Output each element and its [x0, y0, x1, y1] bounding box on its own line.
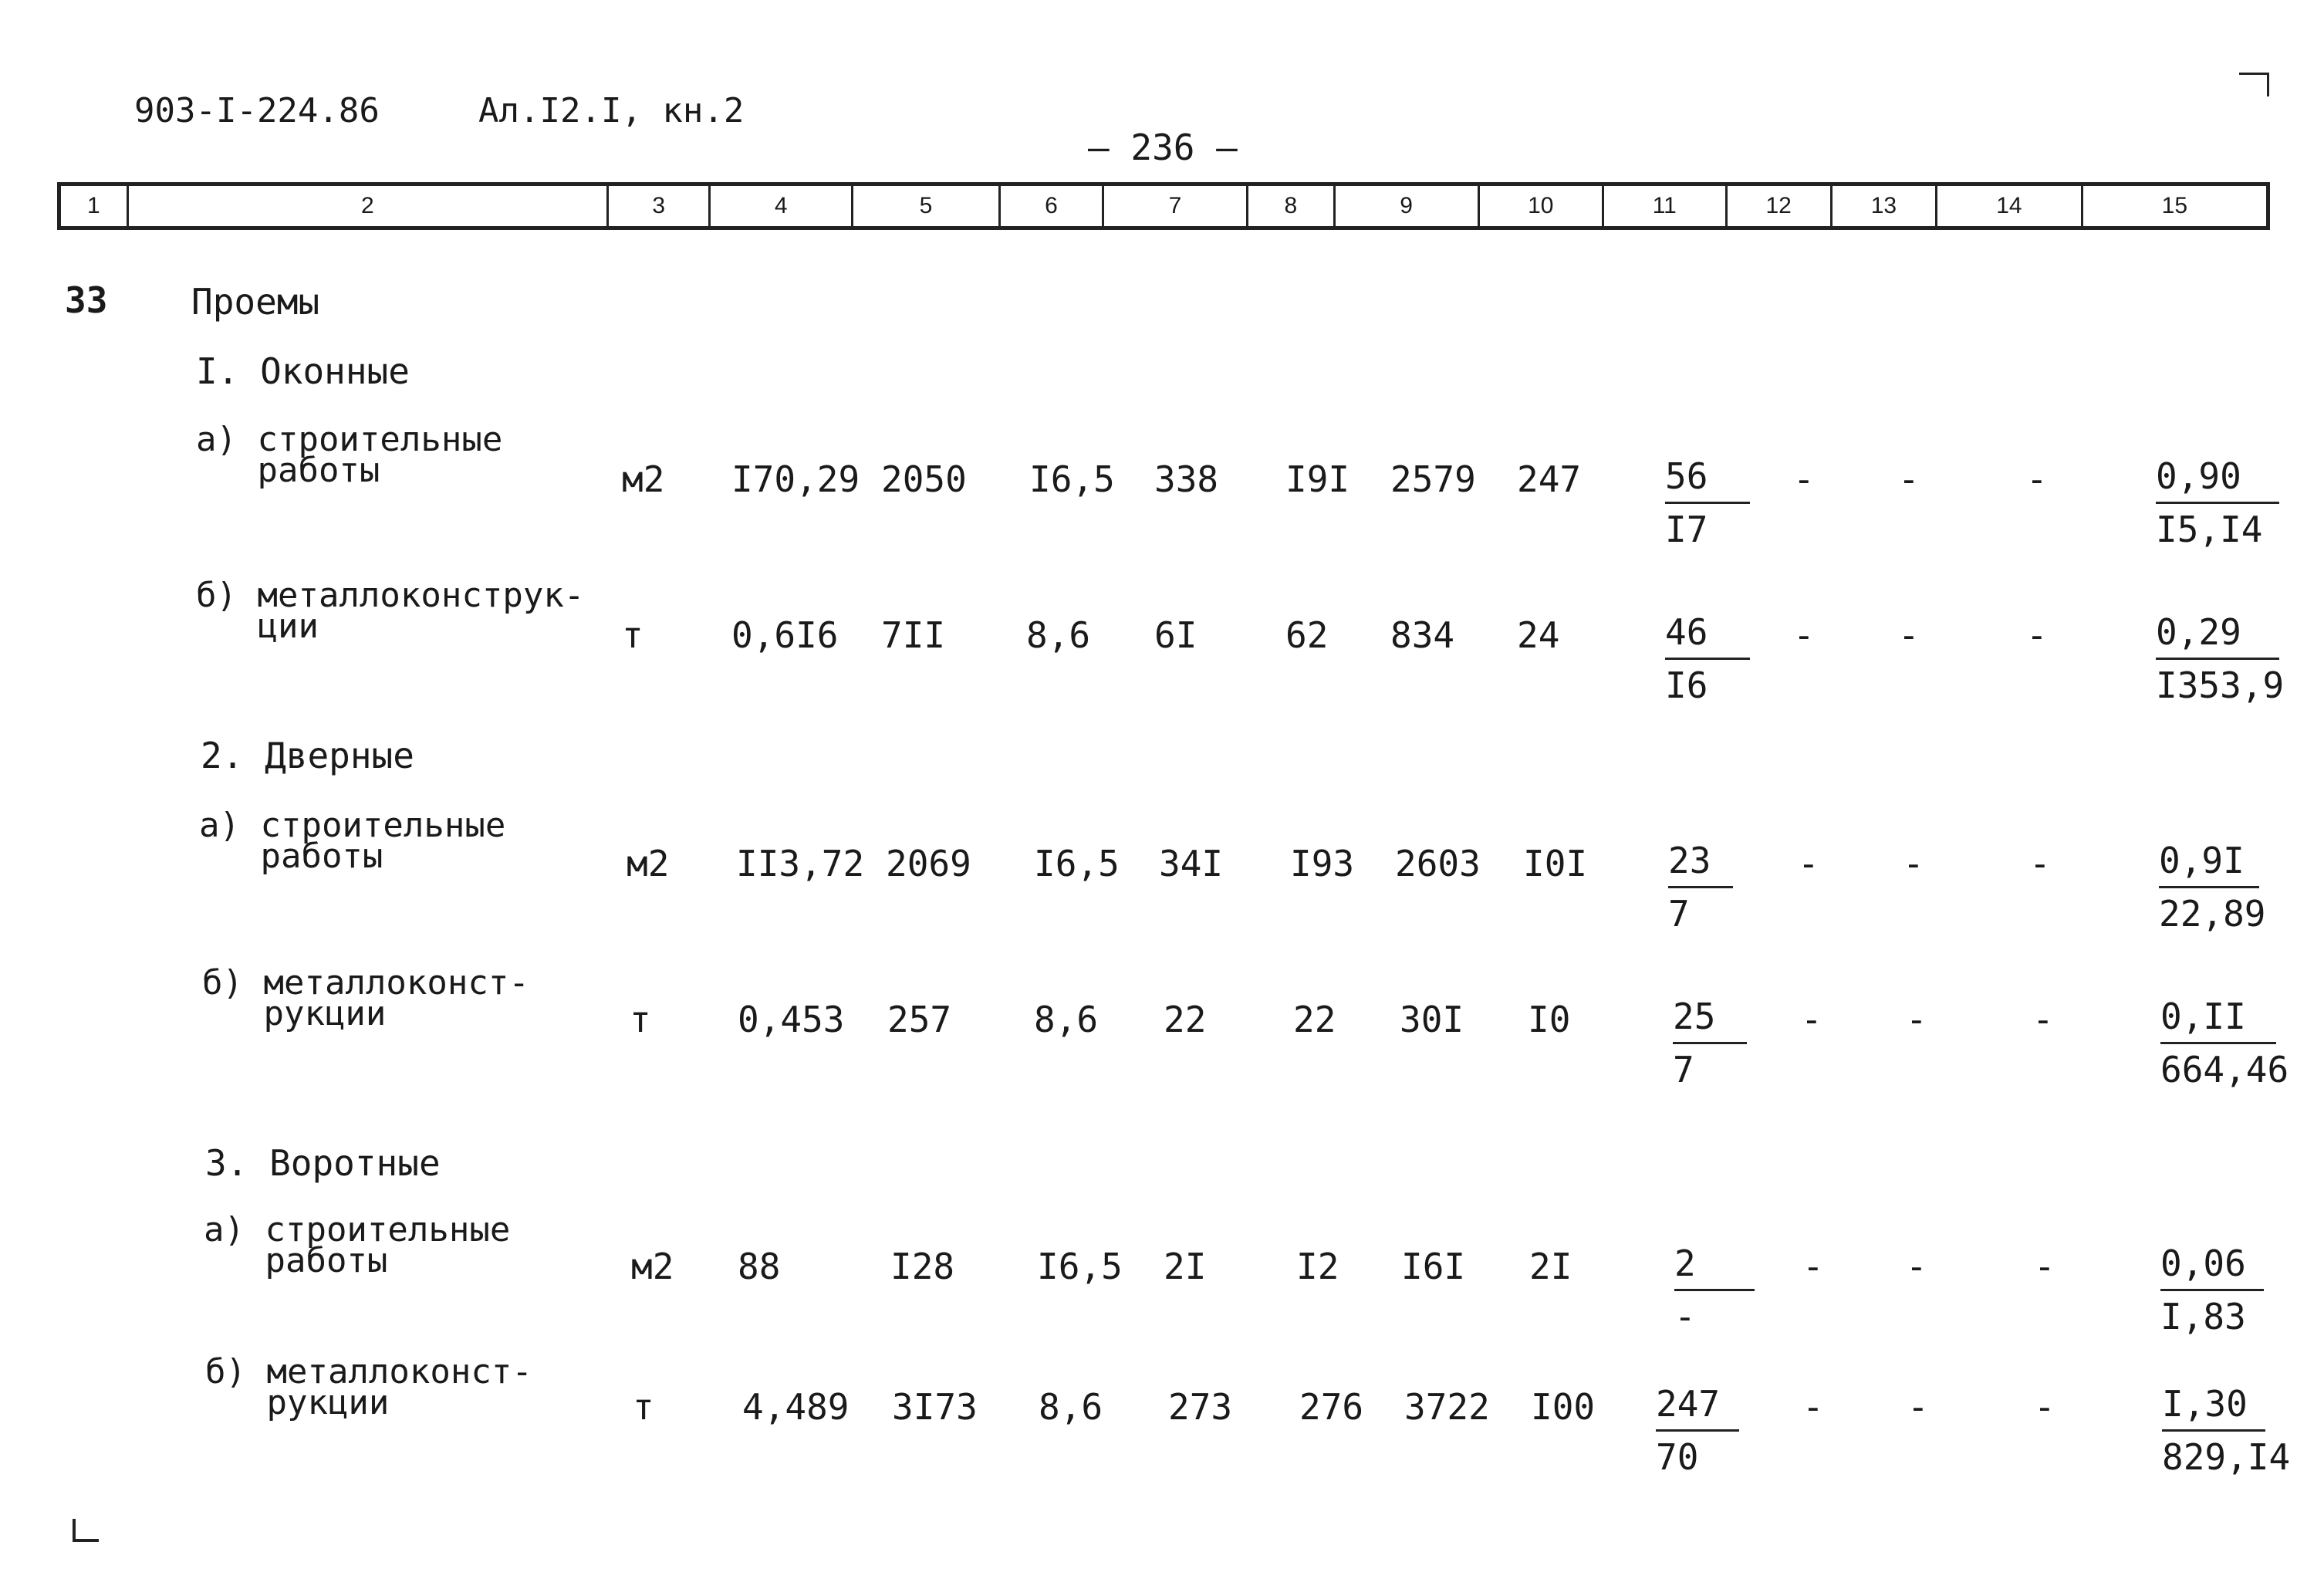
corner-mark-top-right [2239, 73, 2269, 96]
group-title: I. Оконные [196, 350, 410, 392]
cell-col-10: 2I [1529, 1246, 1572, 1287]
cell-col-7: 22 [1164, 999, 1207, 1040]
cell-col-6: I6,5 [1037, 1246, 1123, 1287]
column-header: 8 [1248, 186, 1336, 226]
fraction-denominator: I7 [1665, 509, 1708, 550]
fraction-col-15 [2156, 455, 2279, 550]
cell-col-4: 0,6I6 [731, 614, 839, 656]
cell-col-13: - [1903, 843, 1924, 884]
album-reference: Ал.I2.I, кн.2 [478, 91, 745, 130]
cell-col-7: 338 [1154, 458, 1219, 500]
fraction-denominator: 22,89 [2159, 893, 2266, 935]
cell-col-4: I70,29 [731, 458, 860, 500]
row-label: а) строительные работы [199, 806, 506, 876]
cell-col-13: - [1907, 1386, 1929, 1428]
group-title: 3. Воротные [205, 1142, 441, 1184]
fraction-col-11 [1665, 455, 1750, 550]
fraction-numerator: 0,29 [2156, 614, 2279, 660]
column-header: 1 [61, 186, 129, 226]
fraction-col-11 [1668, 840, 1733, 935]
section-title: Проемы [191, 281, 320, 323]
column-header: 7 [1104, 186, 1248, 226]
column-header: 3 [609, 186, 711, 226]
column-header: 10 [1480, 186, 1605, 226]
cell-col-8: 276 [1299, 1386, 1364, 1428]
page-number: — 236 — [1088, 127, 1238, 168]
fraction-numerator: 25 [1673, 999, 1747, 1044]
cell-col-5: 2050 [881, 458, 967, 500]
fraction-denominator: 70 [1656, 1436, 1699, 1478]
cell-col-7: 273 [1168, 1386, 1233, 1428]
cell-col-7: 6I [1154, 614, 1197, 656]
cell-col-9: 2603 [1395, 843, 1481, 884]
cell-col-5: 257 [887, 999, 952, 1040]
cell-col-14: - [2026, 614, 2048, 656]
row-label: а) строительные работы [196, 420, 503, 490]
fraction-numerator: I,30 [2162, 1386, 2265, 1432]
cell-col-10: 247 [1517, 458, 1582, 500]
cell-col-9: I6I [1401, 1246, 1466, 1287]
document-code: 903-I-224.86 [134, 91, 380, 130]
row-label: б) металлоконст- рукции [205, 1352, 532, 1422]
fraction-numerator: 0,II [2160, 999, 2276, 1044]
fraction-denominator: 829,I4 [2162, 1436, 2291, 1478]
cell-col-9: 834 [1390, 614, 1455, 656]
column-header: 11 [1604, 186, 1728, 226]
cell-col-4: 88 [738, 1246, 781, 1287]
cell-col-5: 7II [881, 614, 946, 656]
column-header: 14 [1937, 186, 2083, 226]
cell-col-12: - [1802, 1246, 1824, 1287]
fraction-col-15 [2162, 1383, 2291, 1478]
fraction-denominator: 7 [1668, 893, 1690, 935]
section-number: 33 [65, 279, 108, 321]
fraction-numerator: 2 [1674, 1246, 1755, 1291]
cell-col-7: 2I [1164, 1246, 1207, 1287]
cell-col-13: - [1906, 1246, 1927, 1287]
cell-col-14: - [2032, 999, 2054, 1040]
cell-col-12: - [1801, 999, 1822, 1040]
unit-cell: м2 [627, 843, 670, 884]
cell-col-7: 34I [1159, 843, 1224, 884]
corner-mark-bottom-left [73, 1519, 99, 1542]
fraction-col-15 [2160, 996, 2289, 1090]
fraction-denominator: 664,46 [2160, 1049, 2289, 1090]
fraction-numerator: 0,90 [2156, 458, 2279, 504]
cell-col-6: 8,6 [1039, 1386, 1103, 1428]
column-header-row [57, 182, 2270, 230]
cell-col-6: I6,5 [1034, 843, 1120, 884]
cell-col-10: I0I [1523, 843, 1588, 884]
column-header: 4 [711, 186, 853, 226]
fraction-denominator: I5,I4 [2156, 509, 2263, 550]
fraction-col-11 [1673, 996, 1747, 1090]
cell-col-6: I6,5 [1029, 458, 1115, 500]
fraction-numerator: 247 [1656, 1386, 1739, 1432]
cell-col-8: I2 [1296, 1246, 1339, 1287]
unit-cell: т [622, 614, 643, 656]
cell-col-4: 4,489 [742, 1386, 850, 1428]
unit-cell: м2 [631, 1246, 674, 1287]
cell-col-5: I28 [890, 1246, 955, 1287]
unit-cell: т [633, 1386, 654, 1428]
cell-col-13: - [1906, 999, 1927, 1040]
column-header: 15 [2161, 193, 2188, 218]
fraction-denominator: I6 [1665, 664, 1708, 706]
cell-col-9: 2579 [1390, 458, 1476, 500]
cell-col-5: 3I73 [892, 1386, 978, 1428]
cell-col-10: I0 [1528, 999, 1571, 1040]
cell-col-12: - [1793, 614, 1815, 656]
fraction-numerator: 0,06 [2160, 1246, 2264, 1291]
cell-col-8: 22 [1293, 999, 1336, 1040]
fraction-col-15 [2160, 1243, 2264, 1337]
cell-col-14: - [2034, 1386, 2055, 1428]
fraction-numerator: 46 [1665, 614, 1750, 660]
fraction-numerator: 56 [1665, 458, 1750, 504]
fraction-denominator: I,83 [2160, 1296, 2246, 1337]
cell-col-8: 62 [1285, 614, 1329, 656]
column-header: 13 [1833, 186, 1937, 226]
cell-col-10: I00 [1531, 1386, 1596, 1428]
cell-col-12: - [1798, 843, 1819, 884]
cell-col-14: - [2034, 1246, 2055, 1287]
cell-col-5: 2069 [886, 843, 971, 884]
column-header: 2 [129, 186, 609, 226]
fraction-col-11 [1674, 1243, 1755, 1337]
unit-cell: т [630, 999, 651, 1040]
unit-cell: м2 [622, 458, 665, 500]
column-header: 12 [1728, 186, 1833, 226]
cell-col-4: II3,72 [736, 843, 865, 884]
cell-col-6: 8,6 [1026, 614, 1091, 656]
fraction-numerator: 0,9I [2159, 843, 2259, 888]
fraction-denominator: 7 [1673, 1049, 1694, 1090]
cell-col-8: I93 [1290, 843, 1355, 884]
fraction-col-11 [1656, 1383, 1739, 1478]
cell-col-13: - [1898, 458, 1920, 500]
cell-col-13: - [1898, 614, 1920, 656]
fraction-denominator: - [1674, 1296, 1696, 1337]
column-header: 9 [1336, 186, 1480, 226]
fraction-col-15 [2159, 840, 2266, 935]
row-label: а) строительные работы [204, 1210, 511, 1280]
cell-col-14: - [2029, 843, 2051, 884]
cell-col-9: 3722 [1404, 1386, 1490, 1428]
cell-col-9: 30I [1400, 999, 1464, 1040]
fraction-numerator: 23 [1668, 843, 1733, 888]
fraction-col-11 [1665, 611, 1750, 706]
cell-col-10: 24 [1517, 614, 1560, 656]
fraction-col-15 [2156, 611, 2285, 706]
cell-col-14: - [2026, 458, 2048, 500]
cell-col-4: 0,453 [738, 999, 845, 1040]
row-label: б) металлоконст- рукции [202, 963, 529, 1033]
column-header: 5 [853, 186, 1001, 226]
cell-col-12: - [1793, 458, 1815, 500]
cell-col-8: I9I [1285, 458, 1350, 500]
column-header: 6 [1001, 186, 1104, 226]
fraction-denominator: I353,9 [2156, 664, 2285, 706]
cell-col-6: 8,6 [1034, 999, 1099, 1040]
cell-col-12: - [1802, 1386, 1824, 1428]
row-label: б) металлоконструк- ции [196, 576, 585, 646]
group-title: 2. Дверные [201, 735, 414, 776]
